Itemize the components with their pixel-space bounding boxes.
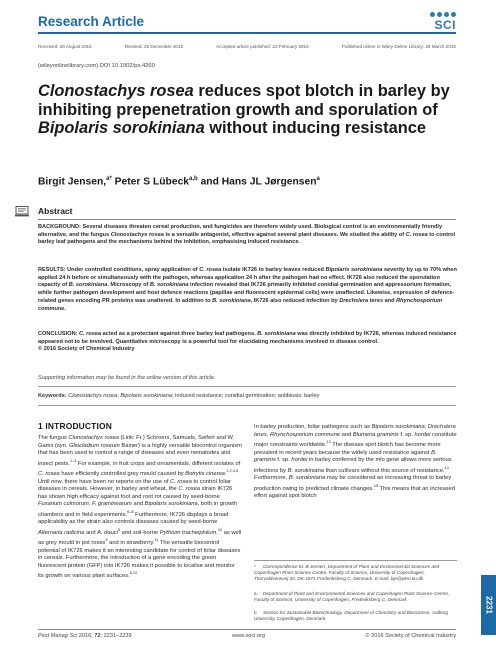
- sci-logo: [422, 12, 456, 32]
- intro-left-column: The fungus Clonostachys rosea (Link: Fr.) Schroers, Samuels, Seifert and W. Gams (syn. Gliocladium roseum Bainer) is a highly versatile biocontrol organism that has been used to control a range of diseases and even nematodes and insect pests.$^{1-3}$ For example, in fruit crops and ornamentals, different isolates of C. rosea have efficiently controlled grey mould caused by Botrytis cinerea.$^{1,2,4,5}$ Until now, there have been no reports on the use of C. rosea to control foliar diseases in cereals. However, in barley and wheat, the C. rosea strain IK726 has shown high efficacy against foot and root rot caused by seed-borne Fusarium culmorum, F. graminearum and Bipolaris sorokiniana, both in growth chambers and in field experiments.$^{6-8}$ Furthermore, IK726 displays a broad applicability as the strain also controls diseases caused by seed-borne Alternaria radicina and A. dauci$^9$ and soil-borne Pythium tracheiphilum,$^{10}$ as well as grey mould in pot roses$^5$ and in strawberry.$^{11}$ The versatile biocontrol potential of IK726 makes it an interesting candidate for control of foliar diseases in cereals. Furthermore, the introduction of a gene encoding the green fluorescent protein (GFP) into IK726 makes it possible to localise and monitor its growth on various plant surfaces.$^{9,12}$: [38, 435, 242, 580]
- footer-citation: Pest Manag Sci 2016; 72: 2231–2239: [38, 633, 132, 639]
- abstract-heading: Abstract: [38, 206, 73, 216]
- section-heading-introduction: 1 INTRODUCTION: [38, 421, 112, 431]
- abstract-conclusion: CONCLUSION: C. rosea acted as a protectant against three barley leaf pathogens. B. sorokiniana was directly inhibited by IK726, whereas induced resistance appeared not to be involved. Quantitative microscopy is a powerful tool for elucidating mechanisms involved in disease control. © 2016 Society of Chemical Industry: [38, 331, 457, 353]
- author-name[interactable]: and Hans JL Jørgensen: [197, 176, 317, 188]
- publication-dates: [38, 44, 456, 49]
- author-name[interactable]: Peter S Lübeck: [111, 176, 190, 188]
- page-footer: [38, 633, 456, 639]
- abstract-copyright: © 2016 Society of Chemical Industry: [38, 346, 135, 353]
- doi-line[interactable]: (wileyonlinelibrary.com) DOI 10.1002/ps.4260: [38, 63, 155, 69]
- abstract-header: [38, 206, 456, 220]
- footnote-correspondence: * Correspondence to: B Jensen, Department of Plant and Environmental Sciences and Copenhagen Plant Science Centre, Faculty of Science, University of Copenhagen, Thorvaldsensvej 40, DK-1871 Frederiksberg C, Denmark. E-mail: bje@plen.ku.dk: [254, 564, 440, 582]
- abstract-background: BACKGROUND: Several diseases threaten cereal production, and fungicides are therefore widely used. Biological control is an environmentally friendly alternative, and the fungus Clonostachys rosea is a versatile antagonist, effective against several plant diseases. We studied the ability of C. rosea to control barley leaf pathogens and the mechanisms behind the inhibition, emphasising induced resistance.: [38, 224, 456, 246]
- keywords-line: Keywords: Clonostachys rosea; Bipolaris sorokiniana; induced resistance; conidial germination; antibiosis; barley: [38, 393, 320, 399]
- accepted-date: Accepted article published: 23 February 2016: [216, 44, 309, 49]
- footer-divider: [38, 629, 456, 630]
- footnote-affiliation-a: a Department of Plant and Environmental Sciences and Copenhagen Plant Science Centre, Faculty of Science, University of Copenhagen, Frederiksberg C, Denmark: [254, 591, 450, 603]
- footnote-affiliation-b: b Section for Sustainable Biotechnology, Department of Chemistry and Bioscience, Aalborg University, Copenhagen, Denmark: [254, 610, 448, 622]
- received-date: Received: 28 August 2015: [38, 44, 92, 49]
- footer-site-link[interactable]: www.soci.org: [232, 633, 266, 639]
- abstract-results: RESULTS: Under controlled conditions, spray application of C. rosea isolate IK726 to barley leaves reduced Bipolaris sorokiniana severity by up to 70% when applied 24 h before or simultaneously with the pathogen, whereas application 24 h after the pathogen had no effect. IK726 also reduced the sporulation capacity of B. sorokiniana. Microscopy of B. sorokiniana infection revealed that IK726 primarily inhibited conidial germination and appressorium formation, while further pathogen development and host defence reactions (papillae and fluorescent epidermal cells) were unaffected. Likewise, expression of defence-related genes encoding PR proteins was unaltered. In addition to B. sorokiniana, IK726 also reduced infection by Drechslera teres and Rhynchosporium commune.: [38, 267, 457, 312]
- article-title: Clonostachys rosea reduces spot blotch in barley by inhibiting prepenetration growth and sporulation of Bipolaris sorokiniana without inducing resistance: [38, 82, 450, 137]
- intro-right-column: In barley production, foliar pathogens such as Bipolaris sorokiniana, Drechslera teres, Rhynchosporium commune and Blumeria graminis f. sp. hordei constitute major constraints worldwide.$^{13}$ The disease spot blotch has become more prevalent in recent years because the widely used resistance against B. graminis f. sp. hordei in barley conferred by the mlo gene allows more serious infections by B. sorokiniana than cultivars without this source of resistance.$^{14}$ Furthermore, B. sorokiniana may be considered an increasing threat to barley production owing to predicted climate changes.$^{15}$ This means that an increased effort against spot blotch: [254, 424, 457, 500]
- logo-text: SCI: [434, 18, 456, 32]
- article-type: Research Article: [38, 14, 145, 29]
- revised-date: Revised: 25 December 2015: [124, 44, 184, 49]
- author-name[interactable]: Birgit Jensen,: [38, 176, 107, 188]
- page-number-tab: [481, 575, 496, 635]
- page-number: 2231: [484, 596, 493, 614]
- published-date: Published online in Wiley Online Library: 29 March 2016: [341, 44, 456, 49]
- journal-header: [38, 12, 456, 34]
- footnote-divider: [254, 560, 457, 561]
- divider: [38, 386, 456, 387]
- supporting-info-note: Supporting information may be found in the online version of this article.: [38, 375, 216, 381]
- monitor-icon[interactable]: [15, 206, 29, 217]
- author-list: Birgit Jensen,$^{a*}$ Peter S Lübeck$^{a,b}$ and Hans JL Jørgensen$^a$: [38, 176, 320, 188]
- divider: [38, 405, 456, 406]
- footer-copyright: © 2016 Society of Chemical Industry: [365, 633, 456, 639]
